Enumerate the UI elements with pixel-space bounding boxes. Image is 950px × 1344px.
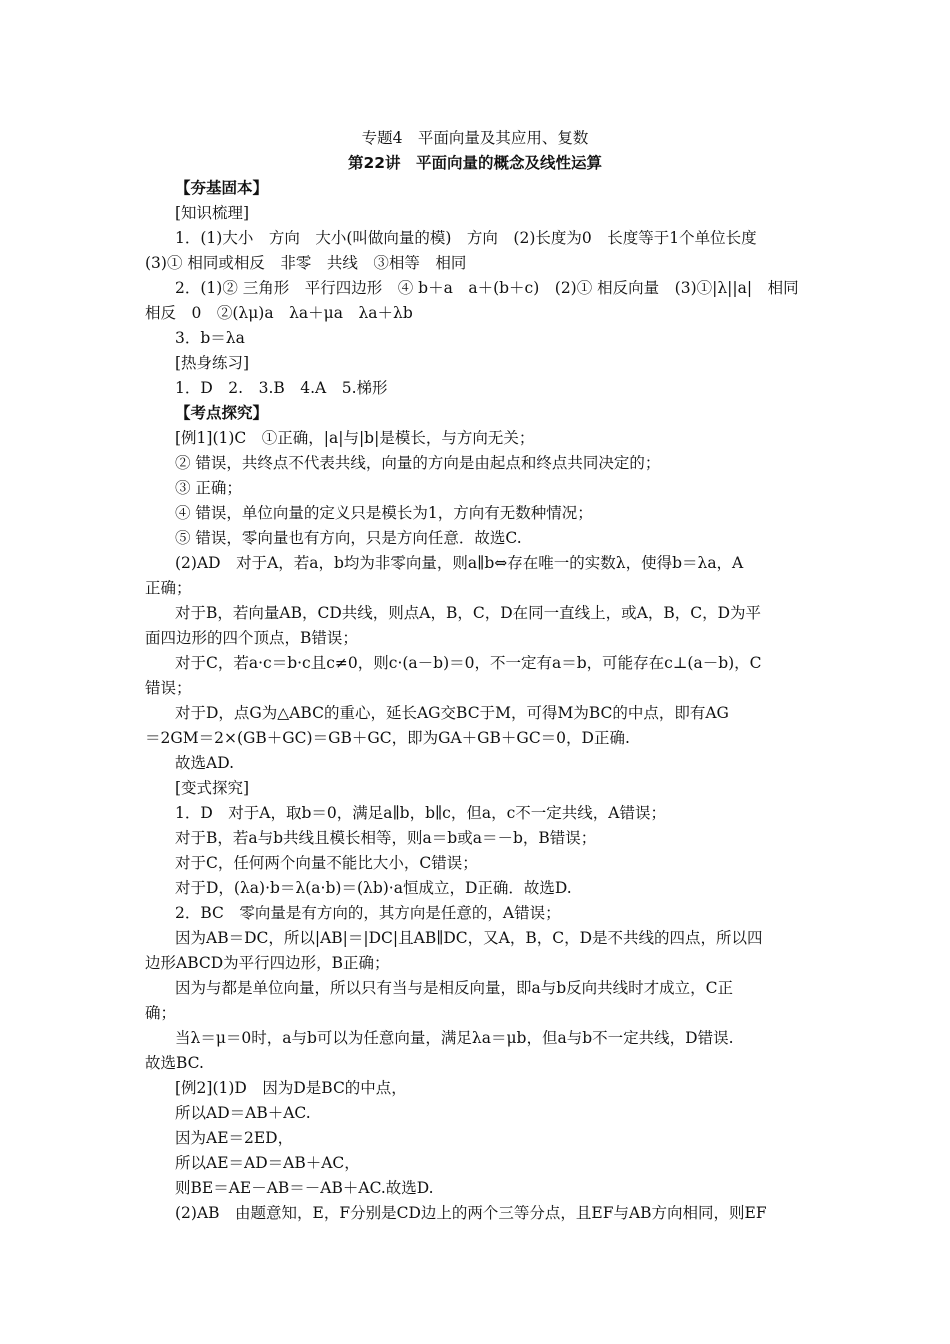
text-line: 所以AD＝AB＋AC. bbox=[175, 1104, 311, 1122]
text-line: 因为AE＝2ED， bbox=[175, 1129, 294, 1147]
text-line: 则BE＝AE－AB＝－AB＋AC.故选D. bbox=[175, 1179, 434, 1197]
text-line: 故选BC. bbox=[145, 1054, 204, 1072]
text-line: (2)AD 对于A，若a，b均为非零向量，则a∥b⇔存在唯一的实数λ，使得b＝λa，A bbox=[175, 554, 744, 572]
text-line: 对于B，若a与b共线且模长相等，则a＝b或a＝－b，B错误； bbox=[175, 829, 597, 847]
subsection-heading: [变式探究] bbox=[175, 779, 250, 797]
text-line: ② 错误，共终点不代表共线，向量的方向是由起点和终点共同决定的； bbox=[175, 454, 661, 472]
text-line: 确； bbox=[145, 1004, 177, 1022]
text-line: ④ 错误，单位向量的定义只是模长为1，方向有无数种情况； bbox=[175, 504, 593, 522]
text-line: 2．(1)② 三角形 平行四边形 ④ b＋a a＋(b＋c) (2)① 相反向量 (3)①|λ||a| 相同 bbox=[175, 279, 799, 297]
section-heading: 【夯基固本】 bbox=[175, 179, 269, 197]
text-line: (2)AB 由题意知，E，F分别是CD边上的两个三等分点，且EF与AB方向相同，则EF bbox=[175, 1204, 767, 1222]
text-line: 对于D，(λa)·b＝λ(a·b)＝(λb)·a恒成立，D正确．故选D. bbox=[175, 879, 572, 897]
text-line: 2．BC 零向量是有方向的，其方向是任意的，A错误； bbox=[175, 904, 561, 922]
text-line: 1．D 2. 3.B 4.A 5.梯形 bbox=[175, 379, 388, 397]
section-heading: 【考点探究】 bbox=[175, 404, 269, 422]
subsection-heading: [热身练习] bbox=[175, 354, 250, 372]
text-line: ③ 正确； bbox=[175, 479, 242, 497]
text-line: ⑤ 错误，零向量也有方向，只是方向任意．故选C. bbox=[175, 529, 522, 547]
text-line: ＝2GM＝2×(GB＋GC)＝GB＋GC，即为GA＋GB＋GC＝0，D正确. bbox=[145, 729, 630, 747]
text-line: 对于B，若向量AB，CD共线，则点A，B，C，D在同一直线上，或A，B，C，D为平 bbox=[175, 604, 762, 622]
text-line: 1．D 对于A，取b＝0，满足a∥b，b∥c，但a，c不一定共线，A错误； bbox=[175, 804, 666, 822]
text-line: 故选AD. bbox=[175, 754, 234, 772]
text-line: 正确； bbox=[145, 579, 192, 597]
text-line: 面四边形的四个顶点，B错误； bbox=[145, 629, 358, 647]
text-line: 因为AB＝DC，所以|AB|＝|DC|且AB∥DC，又A，B，C，D是不共线的四点，所以四 bbox=[175, 929, 763, 947]
topic-title: 专题4 平面向量及其应用、复数 bbox=[361, 129, 589, 147]
text-line: 对于C，任何两个向量不能比大小，C错误； bbox=[175, 854, 478, 872]
subsection-heading: [知识梳理] bbox=[175, 204, 250, 222]
text-line: 边形ABCD为平行四边形，B正确； bbox=[145, 954, 390, 972]
text-line: [例2](1)D 因为D是BC的中点， bbox=[175, 1079, 407, 1097]
text-line: 当λ＝μ＝0时，a与b可以为任意向量，满足λa＝μb，但a与b不一定共线，D错误. bbox=[175, 1029, 734, 1047]
text-line: 相反 0 ②(λμ)a λa＋μa λa＋λb bbox=[145, 304, 413, 322]
lecture-title: 第22讲 平面向量的概念及线性运算 bbox=[347, 154, 603, 172]
text-line: 3．b＝λa bbox=[175, 329, 245, 347]
text-line: 对于C，若a·c＝b·c且c≠0，则c·(a－b)＝0，不一定有a＝b，可能存在c⊥(a－b)，C bbox=[175, 654, 762, 672]
text-line: (3)① 相同或相反 非零 共线 ③相等 相同 bbox=[145, 254, 467, 272]
text-line: [例1](1)C ①正确，|a|与|b|是模长，与方向无关； bbox=[175, 429, 535, 447]
text-line: 1．(1)大小 方向 大小(叫做向量的模) 方向 (2)长度为0 长度等于1个单位长度 bbox=[175, 229, 757, 247]
text-line: 对于D，点G为△ABC的重心，延长AG交BC于M，可得M为BC的中点，即有AG bbox=[175, 704, 729, 722]
text-line: 所以AE＝AD＝AB＋AC， bbox=[175, 1154, 360, 1172]
text-line: 错误； bbox=[145, 679, 192, 697]
text-line: 因为与都是单位向量，所以只有当与是相反向量，即a与b反向共线时才成立，C正 bbox=[175, 979, 734, 997]
